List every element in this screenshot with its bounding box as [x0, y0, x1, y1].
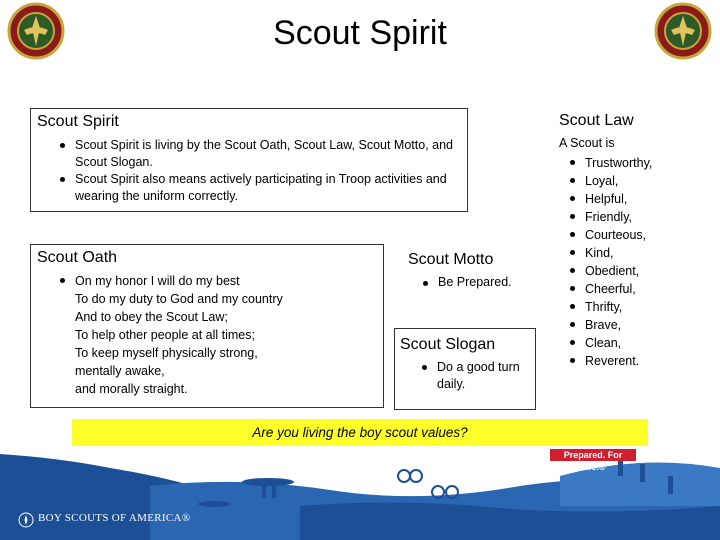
scout-spirit-box [30, 108, 468, 212]
list-item: Obedient, [563, 262, 652, 280]
list-item [53, 272, 373, 398]
list-item: Kind, [563, 244, 652, 262]
oath-line: To keep myself physically strong, [75, 346, 258, 360]
scout-law-list [563, 154, 652, 370]
scout-spirit-list [53, 137, 453, 205]
list-item: Be Prepared. [416, 275, 512, 289]
scout-slogan-list [415, 359, 533, 393]
oath-line: On my honor I will do my best [75, 274, 240, 288]
oath-line: and morally straight. [75, 382, 188, 396]
oath-line: To help other people at all times; [75, 328, 255, 342]
list-item: Trustworthy, [563, 154, 652, 172]
organization-name: BOY SCOUTS OF AMERICA® [38, 512, 191, 524]
scout-motto-list [416, 275, 512, 289]
oath-line: mentally awake, [75, 364, 165, 378]
list-item: Friendly, [563, 208, 652, 226]
list-item: Helpful, [563, 190, 652, 208]
tagline-badge: Prepared. For Life.® [550, 449, 636, 461]
list-item: Reverent. [563, 352, 652, 370]
scout-law-box [545, 108, 705, 408]
list-item: Cheerful, [563, 280, 652, 298]
list-item: Courteous, [563, 226, 652, 244]
scout-motto-box [396, 244, 530, 302]
list-item: Loyal, [563, 172, 652, 190]
list-item: Brave, [563, 316, 652, 334]
scout-slogan-box [394, 328, 536, 410]
scout-oath-heading: Scout Oath [37, 249, 118, 266]
oath-line: To do my duty to God and my country [75, 292, 283, 306]
organization-logo-text [38, 512, 190, 524]
question-banner: Are you living the boy scout values? [72, 419, 648, 446]
list-item: Clean, [563, 334, 652, 352]
list-item: Scout Spirit also means actively participating in Troop activities and wearing the uniform correctly. [53, 171, 453, 205]
scout-oath-box [30, 244, 384, 408]
list-item: Scout Spirit is living by the Scout Oath, Scout Law, Scout Motto, and Scout Slogan. [53, 137, 453, 171]
list-item: Do a good turn daily. [415, 359, 533, 393]
page-title: Scout Spirit [273, 14, 447, 52]
scout-motto-heading: Scout Motto [408, 251, 494, 268]
scout-law-intro: A Scout is [559, 136, 615, 150]
scout-oath-list [53, 272, 373, 398]
scout-law-heading: Scout Law [559, 112, 634, 129]
oath-line: And to obey the Scout Law; [75, 310, 228, 324]
bsa-fleur-de-lis-icon [18, 512, 34, 528]
scout-slogan-heading: Scout Slogan [400, 336, 496, 353]
list-item: Thrifty, [563, 298, 652, 316]
scout-spirit-heading: Scout Spirit [37, 113, 119, 130]
